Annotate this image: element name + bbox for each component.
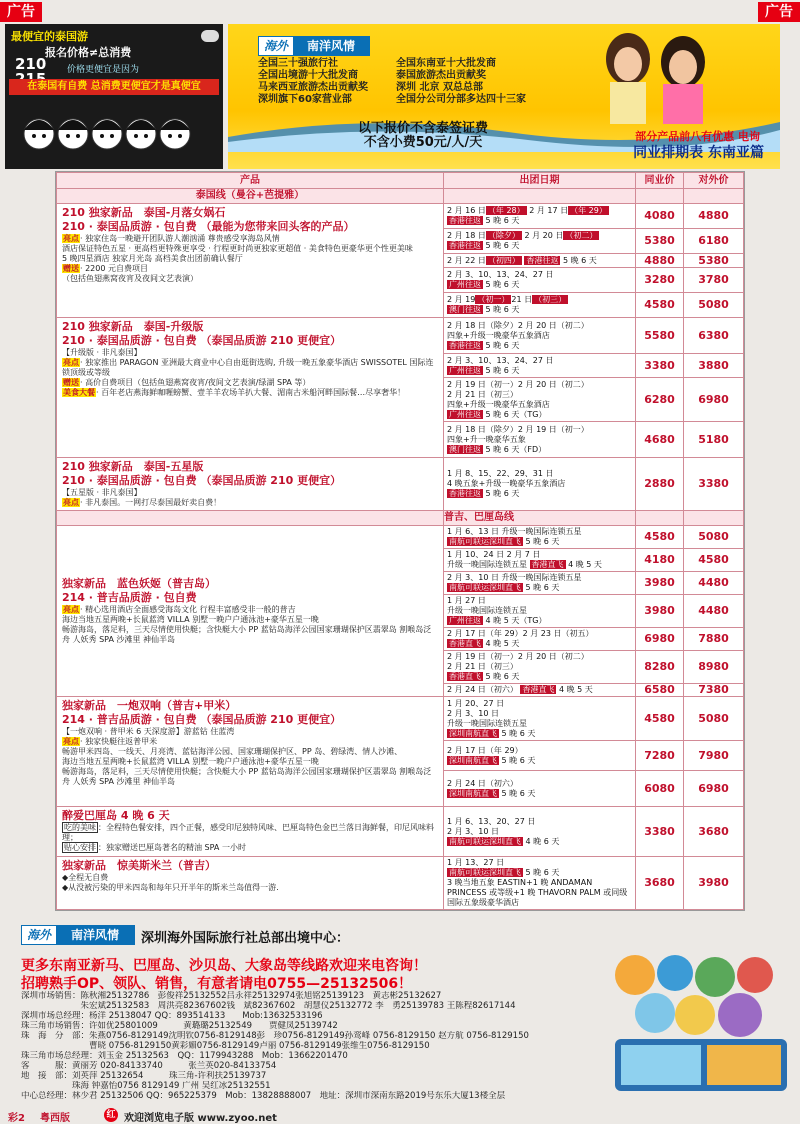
number-210: 210 xyxy=(15,55,47,73)
contact-line: 中心总经理：林少君 25132506 QQ：965225379 Mob：13828888007 地址：深圳市深南东路2019号东乐大厦13楼全层 xyxy=(21,1091,506,1101)
brand-logo-bottom xyxy=(21,925,135,945)
product-cell xyxy=(57,458,444,511)
product-cell xyxy=(57,807,444,857)
page-footer xyxy=(0,1106,800,1124)
section-phuket-bali: 普吉、巴厘岛线 xyxy=(444,511,636,526)
date-cell: 2 月 19 （初一） 21 日 （初三） 澳门往返 5 晚 6 天 xyxy=(444,293,636,318)
price-note-2: 不含小费50元/人/天 xyxy=(363,135,483,150)
highlight-label: 亮点 xyxy=(63,605,79,614)
trade-price: 3380 xyxy=(636,807,684,857)
food-label: 美食大餐 xyxy=(63,388,95,397)
product-desc: · 非凡泰国。一网打尽泰国最好卖自费！ xyxy=(80,498,222,507)
date-cell: 2 月 3、10、13、24、27 日 广州往返 5 晚 6 天 xyxy=(444,354,636,378)
highlight-label: 亮点 xyxy=(63,737,79,746)
date-cell: 2 月 3、10 日 升级一晚国际连锁五星 南航可联运深圳直飞 5 晚 6 天 xyxy=(444,572,636,595)
food-label: 吃的美味 xyxy=(64,823,96,832)
table-row xyxy=(57,458,744,511)
table-row xyxy=(57,526,744,549)
header-dates: 出团日期 xyxy=(444,173,636,189)
retail-price: 3780 xyxy=(684,268,744,293)
product-desc: 海边当地五星两晚+长鼠蓝湾 VILLA 别墅一晚户户通泳池+豪华五星一晚 xyxy=(62,615,319,624)
ad-tag-right: 广告 xyxy=(758,2,800,22)
product-desc: · 精心选用酒店全面感受海岛文化 行程丰富感受非一般的普吉 xyxy=(80,605,296,614)
retail-price: 6180 xyxy=(684,229,744,254)
honor-item: 泰国旅游杰出贡献奖 xyxy=(396,70,486,81)
retail-price: 7380 xyxy=(684,684,744,697)
cartoon-faces-icon xyxy=(21,104,211,164)
product-cell xyxy=(57,526,444,697)
section-thailand: 泰国线（曼谷+芭提雅） xyxy=(57,189,444,204)
banner-right xyxy=(228,24,780,169)
promo-line-1: 更多东南亚新马、巴厘岛、沙贝岛、大象岛等线路欢迎来电咨询！ xyxy=(21,958,427,974)
price-note-1: 以下报价不含泰签证费 xyxy=(357,121,488,136)
trade-price: 4080 xyxy=(636,204,684,229)
trade-price: 6580 xyxy=(636,684,684,697)
trade-price: 2880 xyxy=(636,458,684,511)
destination-photos-icon xyxy=(575,953,790,1093)
schedule-table-panel xyxy=(55,171,745,911)
trade-price: 4580 xyxy=(636,697,684,741)
honor-item: 马来西亚旅游杰出贡献奖 xyxy=(258,82,368,93)
retail-price: 3880 xyxy=(684,354,744,378)
models-photo-icon xyxy=(578,24,728,124)
product-desc: 酒店保证特色五星 · 更高档更特殊更享受 · 行程更时尚更独家更超值 · 美食特色更豪华更个性更美味 xyxy=(62,244,413,253)
retail-price: 6980 xyxy=(684,378,744,422)
brand-logo-a: 海外 xyxy=(26,928,51,942)
header-trade-price: 同业价 xyxy=(636,173,684,189)
product-desc: 【五星版 · 非凡泰国】 xyxy=(62,488,142,497)
table-row xyxy=(57,204,744,229)
product-subtitle: 214 · 普吉品质游 · 包自费 xyxy=(62,591,197,604)
product-title: 独家新品 一炮双响（普吉+甲米） xyxy=(62,699,237,712)
hq-title: 深圳海外国际旅行社总部出境中心： xyxy=(141,931,350,946)
date-cell: 1 月 8、15、22、29、31 日 4 晚五象+升级一晚豪华五象酒店 香港往返 5 晚 6 天 xyxy=(444,458,636,511)
product-subtitle: 210 · 泰国品质游 · 包自费 （泰国品质游 210 更便宜） xyxy=(62,474,342,487)
brand-logo-a: 海外 xyxy=(263,39,288,53)
trade-price: 3980 xyxy=(636,595,684,628)
banner-left-line2: 价格更便宜是因为 xyxy=(67,65,140,75)
product-subtitle: 210 · 泰国品质游 · 包自费 （最能为您带来回头客的产品） xyxy=(62,220,355,233)
header-product: 产品 xyxy=(57,173,444,189)
date-cell: 1 月 6、13、20、27 日 2 月 3、10 日 南航可联运深圳直飞 4 晚 6 天 xyxy=(444,807,636,857)
product-title: 210 独家新品 泰国-月落女娲石 xyxy=(62,206,226,219)
product-title: 210 独家新品 泰国-五星版 xyxy=(62,460,204,473)
date-cell: 2 月 16 日 （年 28） 2 月 17 日 （年 29） 香港往返 5 晚 6 天 xyxy=(444,204,636,229)
date-cell: 2 月 19 日（初一）2 月 20 日（初二） 2 月 21 日（初三） 四象+升级一晚豪华五象酒店 广州往返 5 晚 6 天（TG） xyxy=(444,378,636,422)
trade-price: 6280 xyxy=(636,378,684,422)
contact-line: 深圳市场销售：陈秋湘25132786 彭俊祥25132552吕永祥25132974张旭铭25139123 黄志彬25132627 xyxy=(21,991,442,1001)
contact-line: 曹晓 0756-8129150黄彩媚0756-8129149卢丽 0756-8129149张维生0756-8129150 xyxy=(21,1041,430,1051)
highlight-label: 亮点 xyxy=(63,358,79,367)
product-desc: 海边当地五星两晚+长鼠蓝湾 VILLA 别墅一晚户户通泳池+豪华五星一晚 xyxy=(62,757,319,766)
product-title: 独家新品 惊美斯米兰（普吉） xyxy=(62,859,216,872)
product-subtitle: 214 · 普吉品质游 · 包自费 （泰国品质游 210 更便宜） xyxy=(62,713,342,726)
honors-col-1 xyxy=(258,58,368,106)
contact-line: 客 服：黄丽芳 020-84133740 张兰英020-84133754 xyxy=(21,1061,277,1071)
table-header xyxy=(57,173,744,189)
date-cell: 2 月 22 日 （初四） 香港往返 5 晚 6 天 xyxy=(444,254,636,268)
trade-price: 3680 xyxy=(636,857,684,910)
retail-price: 4880 xyxy=(684,204,744,229)
retail-price: 5180 xyxy=(684,422,744,458)
date-cell: 2 月 18 日 （除夕） 2 月 20 日 （初二） 香港往返 5 晚 6 天 xyxy=(444,229,636,254)
product-title: 独家新品 蓝色妖姬（普吉岛） xyxy=(62,577,216,590)
product-desc: 【升级版 · 非凡泰国】 xyxy=(62,348,142,357)
date-cell: 1 月 6、13 日 升级一晚国际连锁五星 南航可联运深圳直飞 5 晚 6 天 xyxy=(444,526,636,549)
retail-price: 5080 xyxy=(684,697,744,741)
table-row xyxy=(57,857,744,910)
trade-price: 5580 xyxy=(636,318,684,354)
retail-price: 6980 xyxy=(684,771,744,807)
product-cell xyxy=(57,204,444,318)
product-desc: ：全程特色餐安排，四个正餐，感受印尼独特风味、巴厘岛特色金巴兰落日海鲜餐，印尼风味料理； xyxy=(62,823,434,842)
retail-price: 6380 xyxy=(684,318,744,354)
trade-price: 4580 xyxy=(636,293,684,318)
banner-left xyxy=(5,24,223,169)
trade-price: 8280 xyxy=(636,651,684,684)
product-cell xyxy=(57,697,444,807)
retail-price: 4480 xyxy=(684,572,744,595)
contact-line: 深圳市场总经理：杨洋 25138047 QQ：893514133 Mob:13632533196 xyxy=(21,1011,323,1021)
table-row xyxy=(57,318,744,354)
schedule-table xyxy=(56,172,744,910)
product-desc: · 独家推出 PARAGON 亚洲最大商业中心自由逛街选购, 升级一晚五象豪华酒店 SWISSOTEL 国际连锁顶级或等级 xyxy=(62,358,434,377)
promo-text: 部分产品前八有优惠 电询 xyxy=(635,130,760,143)
gift-label: 赠送 xyxy=(63,378,79,387)
trade-price: 7280 xyxy=(636,741,684,771)
trade-price: 3980 xyxy=(636,572,684,595)
honors-col-2 xyxy=(396,58,526,106)
product-desc: 畅游海岛，落足料，三天尽情使用快艇；含快艇大小 PP 蓝钻岛海洋公园国家珊瑚保护区翡翠岛 割喉岛泛舟 人妖秀 SPA 沙滩里 神仙半岛 xyxy=(62,767,432,786)
date-cell: 2 月 19 日（初一）2 月 20 日（初二） 2 月 21 日（初三） 香港直飞 5 晚 6 天 xyxy=(444,651,636,684)
price-note xyxy=(308,122,538,150)
date-cell: 2 月 17 日（年 29） 深圳南航直飞 5 晚 6 天 xyxy=(444,741,636,771)
trade-price: 4680 xyxy=(636,422,684,458)
retail-price: 3380 xyxy=(684,458,744,511)
retail-price: 3980 xyxy=(684,857,744,910)
honor-item: 深圳 北京 双总总部 xyxy=(396,82,483,93)
brand-logo-b: 南洋风情 xyxy=(293,37,369,55)
date-cell: 2 月 24 日（初六） 香港直飞 4 晚 5 天 xyxy=(444,684,636,697)
date-cell: 2 月 24 日（初六） 深圳南航直飞 5 晚 6 天 xyxy=(444,771,636,807)
trade-price: 4180 xyxy=(636,549,684,572)
product-desc: 5 晚四星酒店 独家月光岛 高档美食出团前确认餐厅 xyxy=(62,254,243,263)
date-cell: 1 月 13、27 日 南航可联运深圳直飞 5 晚 6 天 3 晚当地五象 EASTIN+1 晚 ANDAMAN PRINCESS 或等级+1 晚 THAVORN PALM 或同级国际五象级豪华酒店 xyxy=(444,857,636,910)
product-cell xyxy=(57,318,444,458)
product-desc: ◆从没被污染的甲米四岛和每年只开半年的斯米兰岛值得一游. xyxy=(62,883,279,892)
retail-price: 5380 xyxy=(684,254,744,268)
honor-item: 全国东南亚十大批发商 xyxy=(396,58,496,69)
highlight-label: 亮点 xyxy=(63,234,79,243)
product-desc: · 独家住岛一晚避开团队游人潮汹涌 尊贵感受享海岛风情 xyxy=(80,234,280,243)
product-subtitle: 210 · 泰国品质游 · 包自费 （泰国品质游 210 更便宜） xyxy=(62,334,342,347)
date-cell: 2 月 3、10、13、24、27 日 广州往返 5 晚 6 天 xyxy=(444,268,636,293)
honor-item: 全国出境游十大批发商 xyxy=(258,70,358,81)
product-desc: · 百年老店燕海鲜咖喱螃蟹、壹羊羊农场羊扒大餐、湄南古米船河畔国际餐…尽享奢华！ xyxy=(96,388,406,397)
contact-line: 珠三角市场销售：许如优25801009 黄璐璐25132549 贾健凤25139742 xyxy=(21,1021,338,1031)
trade-price: 4880 xyxy=(636,254,684,268)
product-desc: 【一炮双响 · 普甲米 6 天深度游】游蓝钻 住蓝湾 xyxy=(62,727,235,736)
product-desc: 畅游海岛，落足料，三天尽情使用快艇；含快艇大小 PP 蓝钻岛海洋公园国家珊瑚保护区翡翠岛 割喉岛泛舟 人妖秀 SPA 沙滩里 神仙半岛 xyxy=(62,625,432,644)
contact-line: 地 接 部：刘英萍 25132654 珠三角-许利扶25139737 xyxy=(21,1071,267,1081)
care-label: 贴心安排 xyxy=(64,843,96,852)
contact-section xyxy=(5,913,795,1101)
product-title: 210 独家新品 泰国-升级版 xyxy=(62,320,204,333)
schedule-title: 同业排期表 东南亚篇 xyxy=(633,145,764,161)
product-desc: ◆全程无自费 xyxy=(62,873,109,882)
recruit-line: 招聘熟手OP、领队、销售，有意者请电0755—25132506！ xyxy=(21,976,413,992)
banner-left-slogan: 在泰国有自费 总消费更便宜才是真便宜 xyxy=(9,79,219,95)
retail-price: 3680 xyxy=(684,807,744,857)
retail-price: 4580 xyxy=(684,549,744,572)
header-retail-price: 对外价 xyxy=(684,173,744,189)
retail-price: 7880 xyxy=(684,628,744,651)
edition-label: 粤西版 xyxy=(40,1113,70,1124)
product-desc: · 高价自费项目（包括鱼翅燕窝夜宵/夜间文艺表演/绿湖 SPA 等） xyxy=(80,378,311,387)
contact-line: 珠 海 分 部：朱燕0756-8129149沈明钦0756-8129148彭 珍0756-8129149孙鸾峰 0756-8129150 赵方航 0756-8129150 xyxy=(21,1031,529,1041)
date-cell: 2 月 17 日（年 29）2 月 23 日（初五） 香港直飞 4 晚 5 天 xyxy=(444,628,636,651)
highlight-label: 亮点 xyxy=(63,498,79,507)
retail-price: 5080 xyxy=(684,293,744,318)
honor-item: 深圳旗下60家营业部 xyxy=(258,94,352,105)
banner-left-title: 最便宜的泰国游 xyxy=(11,30,88,43)
gift-label: 赠送 xyxy=(63,264,79,273)
table-row xyxy=(57,807,744,857)
contact-line: 朱宏斌25132583 周洪亮82367602钱 斌82367602 胡慧仪25132772 李 勇25139783 王陈程82617144 xyxy=(21,1001,516,1011)
retail-price: 8980 xyxy=(684,651,744,684)
honor-item: 全国三十强旅行社 xyxy=(258,58,338,69)
product-cell xyxy=(57,857,444,910)
retail-price: 7980 xyxy=(684,741,744,771)
trade-price: 6980 xyxy=(636,628,684,651)
website-link[interactable]: 欢迎浏览电子版 www.zyoo.net xyxy=(124,1113,277,1124)
brand-mark-icon: 红 xyxy=(104,1108,118,1122)
logo-210-icon xyxy=(201,30,219,42)
date-cell: 1 月 20、27 日 2 月 3、10 日 升级一晚国际连锁五星 深圳南航直飞 5 晚 6 天 xyxy=(444,697,636,741)
banner-left-line1: 报名价格≠总消费 xyxy=(45,46,132,59)
date-cell: 2 月 18 日（除夕）2 月 20 日（初二） 四象+升级一晚豪华五象酒店 香港往返 5 晚 6 天 xyxy=(444,318,636,354)
product-desc: · 独家快艇往返普甲米 xyxy=(80,737,158,746)
date-cell: 2 月 18 日（除夕）2 月 19 日（初一） 四象+升一晚豪华五象 澳门往返 5 晚 6 天（FD） xyxy=(444,422,636,458)
contact-line: 珠三角市场总经理：刘玉金 25132563 QQ：1179943288 Mob：13662201470 xyxy=(21,1051,348,1061)
trade-price: 3380 xyxy=(636,354,684,378)
retail-price: 4480 xyxy=(684,595,744,628)
honor-item: 全国分公司分部多达四十三家 xyxy=(396,94,526,105)
contact-list xyxy=(21,991,641,1101)
product-desc: （包括鱼翅燕窝夜宵及夜间文艺表演） xyxy=(62,274,198,283)
product-title: 醉爱巴厘岛 4 晚 6 天 xyxy=(62,809,170,822)
brand-logo-b: 南洋风情 xyxy=(56,926,134,944)
trade-price: 3280 xyxy=(636,268,684,293)
date-cell: 1 月 10、24 日 2 月 7 日 升级一晚国际连锁五星 香港直飞 4 晚 5 天 xyxy=(444,549,636,572)
page-number: 彩2 xyxy=(8,1113,25,1124)
date-cell: 1 月 27 日 升级一晚国际连锁五星 广州往返 4 晚 5 天（TG） xyxy=(444,595,636,628)
trade-price: 6080 xyxy=(636,771,684,807)
retail-price: 5080 xyxy=(684,526,744,549)
trade-price: 4580 xyxy=(636,526,684,549)
product-desc: ：独家赠送巴厘岛著名的精油 SPA 一小时 xyxy=(98,843,246,852)
product-desc: 畅游甲米四岛、一线天、月亮湾、蓝钻海洋公园、国家珊瑚保护区、PP 岛、碧绿湾、情人沙滩、 xyxy=(62,747,403,756)
contact-line: 珠海 钟嘉怡0756 8129149 广州 吴红冰25132551 xyxy=(21,1081,271,1091)
trade-price: 5380 xyxy=(636,229,684,254)
brand-logo xyxy=(258,36,370,56)
ad-tag-left: 广告 xyxy=(0,2,42,22)
product-desc: · 2200 元自费项目 xyxy=(80,264,148,273)
table-row xyxy=(57,697,744,741)
